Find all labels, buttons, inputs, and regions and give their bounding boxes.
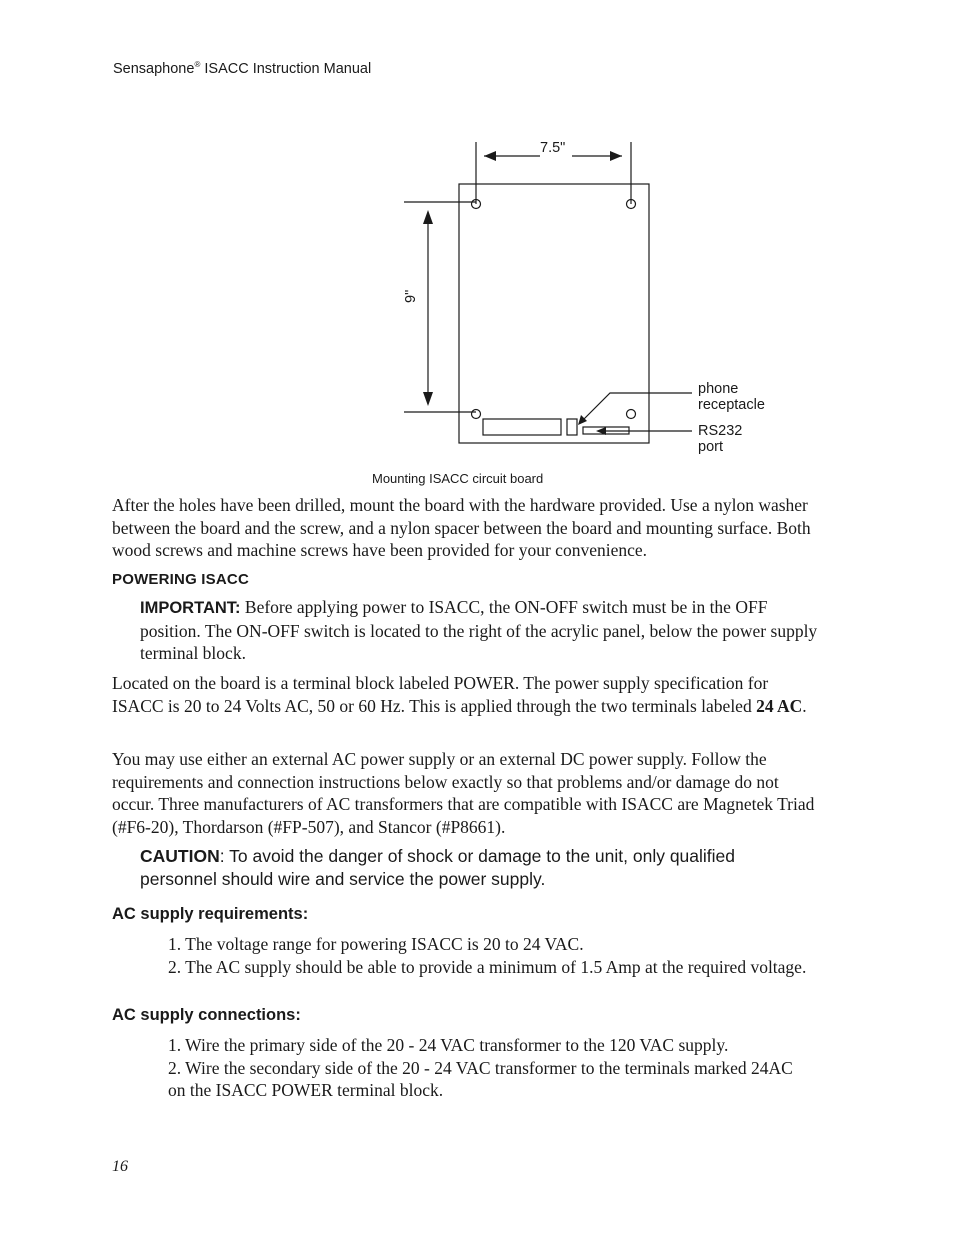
mounting-diagram-svg [0,0,954,470]
phone-receptacle-label-line2: receptacle [698,397,765,413]
header-title: ISACC Instruction Manual [200,61,372,77]
list-item: 2. Wire the secondary side of the 20 - 24 VAC transformer to the terminals marked 24AC on the ISACC POWER terminal block. [168,1057,793,1100]
section-heading-powering: POWERING ISACC [112,571,249,588]
list-item: 1. Wire the primary side of the 20 - 24 VAC transformer to the 120 VAC supply. [168,1035,729,1055]
mounting-diagram [0,0,954,470]
caution-note [140,845,800,891]
rs232-port-label-line1: RS232 [698,423,743,439]
height-dimension-label: 9" [403,289,419,303]
rs232-port-label-line2: port [698,439,723,455]
power-spec-paragraph [112,672,817,717]
phone-leader-line [580,393,692,423]
caution-text: : To avoid the danger of shock or damage to the unit, only qualified personnel should wire and service the power supply. [140,846,736,889]
caution-label: CAUTION [140,846,220,866]
power-spec-bold: 24 AC [756,695,803,716]
width-arrow-right [610,151,622,161]
mounting-hole-bottom-left [472,410,481,419]
power-spec-text: Located on the board is a terminal block labeled POWER. The power supply specification for ISACC is 20 to 24 Volts AC, 50 or 60 Hz. This is applied through the two terminals labeled [112,673,769,716]
registered-mark: ® [194,60,201,70]
ac-requirements-heading: AC supply requirements: [112,905,309,923]
ac-connections-list [168,1034,808,1102]
height-arrow-bottom [423,392,433,406]
circuit-board-outline [459,184,649,443]
width-dimension-label: 7.5" [540,140,566,156]
phone-receptacle [567,419,577,435]
important-text: Before applying power to ISACC, the ON-OFF switch must be in the OFF position. The ON-OFF switch is located to the right of the acrylic panel, below the power supply terminal block. [140,597,818,663]
mounting-paragraph: After the holes have been drilled, mount the board with the hardware provided. Use a nylon washer between the board and the screw, and a nylon spacer between the board and mounting surface. Both wood screws and machine screws have been provided for your convenience. [112,495,811,560]
list-item: 2. The AC supply should be able to provide a minimum of 1.5 Amp at the required voltage. [168,956,807,977]
width-arrow-left [484,151,496,161]
terminal-block [483,419,561,435]
important-note [140,596,820,665]
height-arrow-top [423,210,433,224]
figure-caption: Mounting ISACC circuit board [372,471,544,486]
phone-leader-arrow [578,415,587,425]
phone-receptacle-label-line1: phone [698,381,739,397]
page-number: 16 [112,1158,128,1175]
ac-connections-heading: AC supply connections: [112,1006,301,1024]
power-supply-paragraph: You may use either an external AC power supply or an external DC power supply. Follow the requirements and connection instructions below exactly so that problems and/or damage do not occur. Three manufacturers of AC transformers that are compatible with ISACC are Magnetek Triad (#F6-20), Thordarson (#FP-507), and Stancor (#P8661). [112,749,815,837]
power-spec-end: . [802,695,807,716]
mounting-hole-bottom-right [627,410,636,419]
header-brand: Sensaphone [113,61,195,77]
important-label: IMPORTANT: [140,599,241,617]
ac-requirements-list [168,933,808,978]
list-item: 1. The voltage range for powering ISACC is 20 to 24 VAC. [168,934,584,954]
